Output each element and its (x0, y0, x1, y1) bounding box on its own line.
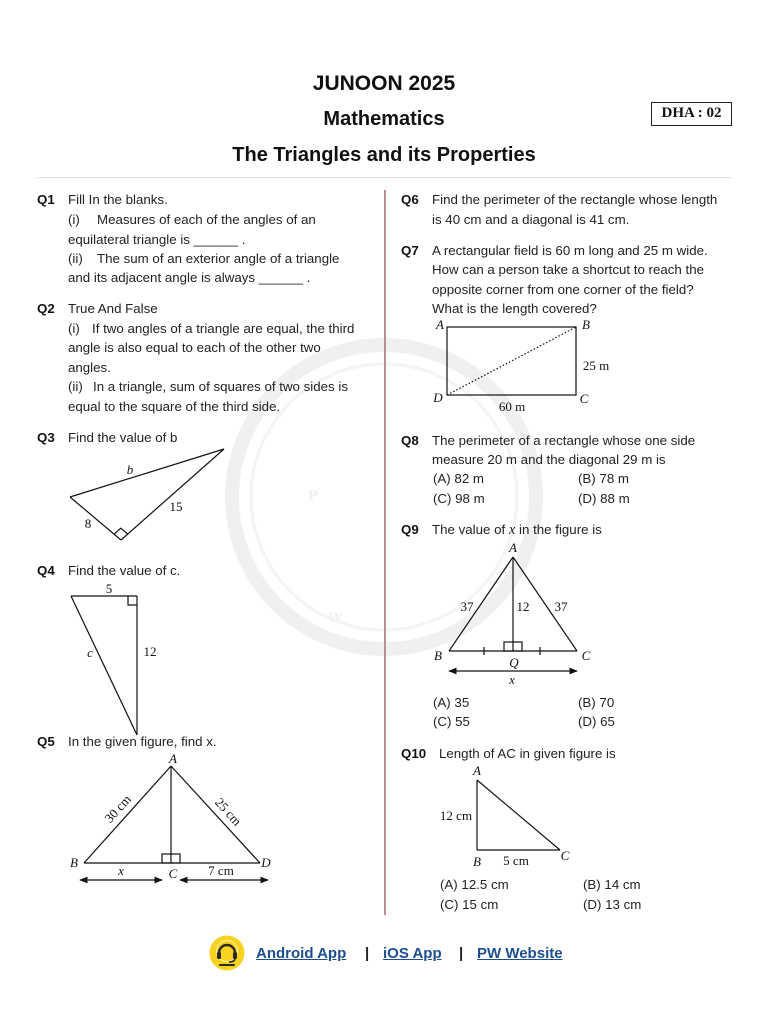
q10-vertex-a: A (473, 763, 481, 778)
q2-part-i-line-3: angles. (68, 360, 111, 375)
q4-number: Q4 (37, 563, 55, 578)
q5-figure (70, 751, 271, 881)
q7-line-3: opposite corner from one corner of the field? (432, 282, 694, 297)
q2-part-i-line-2: angle is also equal to each of the other two (68, 340, 321, 355)
q5-vertex-a: A (169, 751, 177, 766)
q2-part-ii-label: (ii) (68, 379, 83, 394)
q9-label-ab: 37 (460, 599, 474, 614)
q2-prompt: True And False (68, 301, 158, 316)
q10-option-b: (B) 14 cm (583, 877, 641, 892)
q6-line-1: Find the perimeter of the rectangle whose length (432, 192, 718, 207)
q7-line-1: A rectangular field is 60 m long and 25 m wide. (432, 243, 708, 258)
q10-side-ac (477, 780, 560, 850)
q5-label-7cm: 7 cm (208, 863, 234, 878)
q1-part-ii-label: (ii) (68, 251, 83, 266)
q9-side-ab (449, 557, 513, 651)
q10-prompt: Length of AC in given figure is (439, 746, 616, 761)
q9-prompt-after: in the figure is (519, 522, 602, 537)
q8-line-1: The perimeter of a rectangle whose one side (432, 433, 696, 448)
watermark-letter-w: W (328, 611, 343, 626)
q1-prompt: Fill In the blanks. (68, 192, 168, 207)
q10-option-c: (C) 15 cm (440, 897, 499, 912)
android-app-link[interactable]: Android App (256, 945, 347, 962)
q10-label-bc: 5 cm (503, 853, 529, 868)
q3-label-15: 15 (169, 499, 183, 514)
customer-service-icon-graphic (209, 935, 245, 971)
q9-prompt (432, 522, 602, 538)
q9-figure (434, 540, 591, 687)
q9-vertex-c: C (581, 648, 591, 663)
q5-label-ad: 25 cm (212, 794, 245, 829)
footer-separator-1: | (365, 945, 370, 962)
q10-figure (440, 763, 570, 869)
q7-line-2: How can a person take a shortcut to reach the (432, 262, 705, 277)
q9-option-a: (A) 35 (433, 695, 470, 710)
q5-side-ad (171, 766, 260, 863)
q5-label-x: x (118, 863, 124, 878)
q10-vertex-c: C (560, 848, 570, 863)
headset-right-cup (233, 952, 237, 959)
q8-option-b: (B) 78 m (578, 471, 629, 486)
q7-label-width: 60 m (498, 399, 526, 414)
q7-vertex-a: A (436, 317, 444, 332)
q7-vertex-d: D (433, 390, 443, 405)
q1-part-i-label: (i) (68, 212, 80, 227)
q2-part-ii-line-2: equal to the square of the third side. (68, 399, 281, 414)
q5-vertex-b: B (70, 855, 78, 870)
watermark-letter-p: P (308, 489, 318, 504)
q4-figure (71, 581, 157, 735)
q9-option-d: (D) 65 (578, 714, 615, 729)
q9-label-aq: 12 (516, 599, 530, 614)
pw-website-link[interactable]: PW Website (477, 945, 563, 962)
q10-option-d: (D) 13 cm (583, 897, 642, 912)
q2-part-ii-line-1: In a triangle, sum of squares of two sides is (93, 379, 348, 394)
chapter-title: The Triangles and its Properties (232, 144, 536, 166)
icon-caption-band (219, 964, 235, 966)
sheet-code-badge: DHA : 02 (651, 102, 732, 126)
q1-number: Q1 (37, 192, 55, 207)
q2-number: Q2 (37, 301, 55, 316)
q4-side-c (71, 596, 137, 735)
q9-prompt-before: The value of (432, 522, 506, 537)
q5-label-ab: 30 cm (101, 791, 134, 826)
q4-label-c: c (87, 645, 93, 660)
q5-vertex-d: D (261, 855, 271, 870)
q10-label-ab: 12 cm (439, 808, 473, 823)
q8-number: Q8 (401, 433, 419, 448)
q4-right-angle-marker (128, 596, 137, 605)
q10-vertex-b: B (473, 854, 481, 869)
q9-prompt-variable: x (508, 522, 516, 538)
q3-label-b: b (126, 462, 134, 477)
q8-line-2: measure 20 m and the diagonal 29 m is (432, 452, 666, 467)
q2-part-i-label: (i) (68, 321, 80, 336)
q3-side-b (70, 449, 224, 497)
q3-right-angle-marker (114, 528, 128, 534)
header-divider (37, 177, 732, 178)
page-title: JUNOON 2025 (312, 72, 456, 95)
column-divider (384, 190, 386, 915)
q7-vertex-b: B (582, 317, 590, 332)
q9-number: Q9 (401, 522, 419, 537)
q5-number: Q5 (37, 734, 55, 749)
q7-line-4: What is the length covered? (432, 301, 597, 316)
q9-vertex-a: A (509, 540, 517, 555)
q3-prompt: Find the value of b (68, 430, 178, 445)
q3-figure (70, 449, 224, 540)
q9-label-ac: 37 (554, 599, 568, 614)
q1-part-i-line-1: Measures of each of the angles of an (97, 212, 316, 227)
footer-separator-2: | (459, 945, 464, 962)
q1-part-ii-line-2: and its adjacent angle is always ______ . (68, 270, 311, 285)
q9-label-x: x (509, 672, 515, 687)
customer-service-icon[interactable] (209, 935, 245, 971)
q8-option-d: (D) 88 m (578, 491, 630, 506)
q10-number: Q10 (401, 746, 427, 761)
q2-part-i-line-1: If two angles of a triangle are equal, the third (92, 321, 355, 336)
q6-number: Q6 (401, 192, 419, 207)
q5-vertex-c: C (168, 866, 178, 881)
q3-number: Q3 (37, 430, 55, 445)
headset-left-cup (217, 952, 221, 959)
q4-prompt: Find the value of c. (68, 563, 181, 578)
q3-side-15 (121, 449, 224, 540)
q8-option-c: (C) 98 m (433, 491, 485, 506)
q5-prompt: In the given figure, find x. (68, 734, 217, 749)
q7-number: Q7 (401, 243, 419, 258)
ios-app-link[interactable]: iOS App (383, 945, 442, 962)
q9-vertex-q: Q (509, 655, 519, 670)
subject-title: Mathematics (323, 108, 445, 130)
q4-label-12: 12 (143, 644, 157, 659)
q5-side-ab (84, 766, 171, 863)
q3-side-8 (70, 497, 121, 540)
q9-option-c: (C) 55 (433, 714, 470, 729)
q1-part-ii-line-1: The sum of an exterior angle of a triangle (97, 251, 340, 266)
q4-label-5: 5 (105, 581, 113, 596)
q6-line-2: is 40 cm and a diagonal is 41 cm. (432, 212, 630, 227)
q9-vertex-b: B (434, 648, 442, 663)
q1-part-i-line-2: equilateral triangle is ______ . (68, 232, 246, 247)
q9-option-b: (B) 70 (578, 695, 615, 710)
q8-option-a: (A) 82 m (433, 471, 484, 486)
q7-vertex-c: C (579, 391, 589, 406)
q7-label-height: 25 m (582, 358, 610, 373)
q10-option-a: (A) 12.5 cm (440, 877, 509, 892)
q3-label-8: 8 (84, 516, 92, 531)
